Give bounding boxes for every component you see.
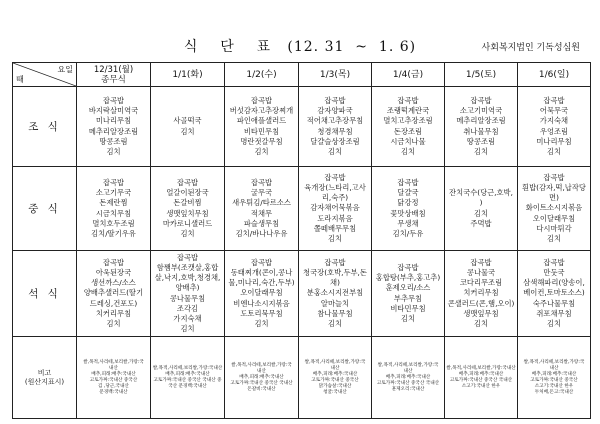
menu-cell — [518, 251, 591, 337]
menu-cell — [225, 167, 299, 251]
origin-note-line: 청굴:국내산 — [323, 389, 347, 395]
menu-item: 잔치국수(당근,호박, — [449, 188, 513, 198]
page-title: 식 단 표 (12. 31 ~ 1. 6) — [183, 39, 417, 55]
origin-note-line: 배추,피래:배추:국내산 — [385, 374, 431, 380]
menu-item: 굴무국 — [250, 188, 273, 198]
menu-cell — [372, 251, 445, 337]
note-label-sub: (원산지표시) — [24, 377, 65, 386]
origin-note-line: 돈갈비:국내산 — [247, 386, 276, 392]
menu-item: 미나리무침 — [95, 116, 132, 126]
menu-item: 베이컨,토마토소스) — [523, 288, 585, 298]
menu-item: 잡곡밥 — [543, 257, 565, 267]
origin-note-line: 내산 — [549, 365, 559, 371]
day-event: 종무식 — [101, 74, 126, 85]
menu-cell — [372, 167, 445, 251]
origin-note-row — [13, 337, 591, 419]
menu-item: 숙주나물무침 — [532, 298, 576, 308]
mealtime-label: 때 — [16, 75, 24, 84]
menu-item: 채) — [330, 278, 340, 288]
origin-note-line: 고토가짜:국내산 중국산 국내산 — [449, 377, 513, 383]
menu-item: 파인애플샐러드 — [236, 116, 287, 126]
menu-item: 화이트소시지볶음 — [525, 203, 583, 213]
menu-item: 달걀국 — [397, 188, 419, 198]
menu-item: 리,숙주) — [321, 193, 349, 203]
breakfast-label: 조 식 — [13, 87, 77, 167]
lunch-row — [13, 167, 591, 251]
menu-item: 소고기무국 — [95, 188, 132, 198]
menu-item: 김치 — [106, 319, 121, 328]
day-header-thu: 1/3(목) — [299, 63, 372, 87]
origin-note-line: 쌀,목적,사리떼,보리쌀,가랑:국 — [231, 362, 292, 368]
origin-note-line: 쌀,목적,사리떼,보리쌀,가랑:국 — [304, 359, 366, 365]
origin-note-line: 쌀,목적,사리떼,보리쌀,가랑:국 — [377, 362, 439, 368]
menu-item: 비타민무침 — [390, 303, 426, 313]
menu-item: 콘샐러드(콘,햄,오이) — [447, 298, 515, 308]
menu-item: 버섯감자고추장찌개 — [229, 106, 294, 116]
menu-cell — [77, 167, 151, 251]
origin-note-cell — [77, 337, 151, 419]
origin-note-line: 고토가짜:국내산 중국산 국내산 — [376, 380, 440, 386]
menu-item: 오이달래무침 — [240, 288, 283, 298]
corner-header-cell — [13, 63, 77, 87]
menu-item: 명란젓갈무침 — [240, 136, 283, 146]
menu-item: 드레싱,건포도) — [89, 298, 138, 308]
menu-item: 시금치무침 — [95, 208, 132, 218]
menu-item: 김치/바나나우유 — [235, 228, 288, 238]
menu-item: 감자채어묵볶음 — [310, 203, 360, 213]
menu-item: 김치 — [473, 208, 489, 218]
origin-note-line: 고토가짜:국내산 중국산 — [89, 377, 138, 383]
menu-item: 김치 — [327, 319, 343, 328]
menu-item: 흰밥(감자,떡,납작당 — [522, 182, 586, 192]
menu-item: 잡곡밥 — [102, 257, 125, 267]
menu-item: 살,낙지,호박,청경채, — [154, 273, 221, 283]
menu-item: 알마늘치 — [320, 298, 350, 308]
origin-note-line: 배추,피래:배추:국내산 — [91, 371, 136, 377]
menu-cell — [225, 87, 299, 167]
menu-item: 미나리무침 — [536, 136, 572, 146]
menu-cell — [445, 87, 518, 167]
origin-note-cell — [518, 337, 591, 419]
menu-cell — [372, 87, 445, 167]
menu-item: 멸치고추장조림 — [383, 116, 433, 126]
menu-item: 김치 — [327, 146, 343, 156]
menu-item: 김치 — [400, 313, 416, 323]
menu-item: 돈제란찜 — [99, 198, 128, 208]
menu-item: 감자양파국 — [317, 106, 353, 116]
menu-item: 잡곡밥 — [470, 257, 492, 267]
menu-item: 주먹밥 — [470, 218, 492, 228]
menu-item: 얼갈이된장국 — [166, 188, 209, 198]
menu-item: 멸치호두조림 — [92, 218, 135, 228]
origin-note-line: 내산 — [257, 368, 266, 374]
menu-item: 잡곡밥 — [176, 177, 199, 187]
menu-item: 잡곡밥 — [470, 95, 492, 105]
menu-item: 김치 — [180, 126, 195, 136]
menu-item: 마카로니샐러드 — [162, 218, 213, 228]
menu-item: 잡곡밥 — [324, 172, 346, 182]
menu-item: 잡곡밥 — [543, 172, 565, 182]
menu-item: 메추리알장조림 — [88, 126, 139, 136]
origin-note-line: 쌀,목적,사리떼,보리쌀,가랑:국 — [83, 359, 144, 365]
day-header-wed: 1/2(수) — [225, 63, 299, 87]
menu-item: 잡곡밥 — [176, 252, 199, 262]
menu-item: 청국장(호박,두부,돈 — [303, 267, 367, 277]
origin-note-line: 국산 문경백:국내산 — [168, 383, 207, 389]
origin-note-line: 고토가짜:국내산 중국산 국내산 — [230, 380, 293, 386]
menu-item: 잡곡밥 — [543, 95, 565, 105]
menu-item: 소고기미역국 — [459, 106, 503, 116]
menu-item: 김치 — [327, 234, 343, 243]
menu-item: 쥐포채무침 — [536, 308, 572, 318]
menu-item: 메추리알장조림 — [456, 116, 506, 126]
menu-item: 취나물무침 — [463, 126, 499, 136]
menu-item: 어묵무국 — [539, 106, 569, 116]
menu-item: 쫄떼배무무침 — [313, 223, 357, 233]
menu-item: 땅콩조림 — [466, 136, 496, 146]
menu-item: 홍합탕(부추,홍고추) — [375, 273, 441, 283]
menu-item: 삼색해파리(양송이, — [523, 278, 585, 288]
menu-item: ) — [479, 198, 483, 208]
menu-item: 생선까스/소스 — [91, 278, 136, 288]
menu-item: 새우튀김/타르소스 — [232, 198, 291, 208]
menu-item: 김치 — [473, 319, 489, 328]
menu-cell — [151, 167, 225, 251]
menu-item: 부추무침 — [393, 293, 423, 303]
origin-note-line: 배추,피래:배추:국내산 — [458, 371, 504, 377]
menu-item: 적채무 — [250, 208, 273, 218]
menu-item: 달걀슬상장조림 — [310, 136, 360, 146]
menu-item: 치커리무침 — [463, 288, 499, 298]
origin-note-line: 소고기:국내산 한우 — [534, 383, 574, 389]
origin-note-line: 고토가짜:국내산 중국산 국내산 중 — [153, 377, 222, 383]
origin-note-line: 두처배,돈고:국내산 — [534, 389, 574, 395]
menu-item: 김치 — [400, 146, 416, 156]
menu-item: 김치/두유 — [392, 228, 424, 238]
menu-item: 김치/딸기우유 — [91, 228, 136, 238]
menu-item: 콩나물무침 — [169, 293, 206, 303]
menu-item: 김치 — [254, 319, 269, 328]
origin-note-cell — [299, 337, 372, 419]
menu-item: 우엉조림 — [539, 126, 569, 136]
day-header-mon — [77, 63, 151, 87]
menu-cell — [299, 251, 372, 337]
day-header-sat: 1/5(토) — [445, 63, 518, 87]
day-header-sun: 1/6(일) — [518, 63, 591, 87]
origin-note-line: 고토가짜:국내산 중국산 — [311, 377, 359, 383]
menu-item: 치커리무침 — [95, 308, 132, 318]
menu-item: 동태찌개(콘이,콩나 — [230, 267, 293, 277]
menu-item: 코다리무조림 — [459, 278, 503, 288]
menu-item: 파슬생무침 — [243, 218, 280, 228]
day-header-tue: 1/1(화) — [151, 63, 225, 87]
menu-cell — [299, 167, 372, 251]
origin-note-cell — [372, 337, 445, 419]
menu-item: 육개장(느타리,고사 — [304, 182, 366, 192]
menu-item: 사골떡국 — [173, 116, 202, 126]
menu-item: 도토리묵무침 — [240, 308, 283, 318]
origin-note-cell — [225, 337, 299, 419]
menu-item: 잡곡밥 — [250, 95, 273, 105]
menu-item: 땅콩조림 — [99, 136, 128, 146]
menu-cell — [77, 251, 151, 337]
menu-item: 잡곡밥 — [102, 95, 125, 105]
menu-item: 청경채무침 — [317, 126, 353, 136]
menu-item: 조각김 — [176, 303, 199, 313]
origin-note-line: 쌀,목적,사리떼,보리쌀,가랑:국 — [523, 359, 585, 365]
menu-item: 조랭떡계란국 — [386, 106, 430, 116]
menu-item: 분홍소시지전부침 — [306, 288, 364, 298]
menu-item: 아욱된장국 — [95, 267, 132, 277]
origin-note-line: 내산 — [109, 365, 118, 371]
origin-note-cell — [445, 337, 518, 419]
menu-item: 잡곡밥 — [397, 262, 419, 272]
origin-note-line: 내산 — [403, 368, 413, 374]
weekday-label: 요일 — [57, 65, 73, 74]
menu-item: 김치 — [180, 228, 195, 238]
dinner-row — [13, 251, 591, 337]
origin-note-line: 배추,피래:배추:국내산 — [165, 371, 210, 377]
menu-item: 만둣국 — [543, 267, 565, 277]
menu-item: 돈갈비찜 — [173, 198, 202, 208]
menu-item: 김치 — [254, 146, 269, 156]
menu-item: 닭강정 — [397, 198, 419, 208]
dinner-label: 석 식 — [13, 251, 77, 337]
origin-note-line: 배추,피래:배추:국내산 — [239, 374, 284, 380]
note-label: 비고 — [37, 368, 52, 377]
menu-item: 양배추샐러드(딸기 — [83, 288, 144, 298]
menu-cell — [151, 87, 225, 167]
organization-name: 사회복지법인 기독성심원 — [481, 43, 580, 53]
menu-item: 다시마튀각 — [536, 223, 572, 233]
menu-item: 김치 — [546, 146, 562, 156]
menu-item: 잡곡밥 — [397, 177, 419, 187]
origin-note-cell — [151, 337, 225, 419]
menu-cell — [445, 167, 518, 251]
menu-item: 잡곡밥 — [102, 177, 125, 187]
menu-item: 비엔나소시지볶음 — [233, 298, 290, 308]
menu-cell — [77, 87, 151, 167]
menu-item: 무생채 — [397, 218, 419, 228]
menu-item: 돈장조림 — [393, 126, 423, 136]
meal-schedule-table — [12, 62, 591, 419]
menu-item: 함쨈부(조캣살,홍합 — [156, 262, 219, 272]
menu-item: 잡곡밥 — [324, 95, 346, 105]
menu-item: 훈제오리/소스 — [385, 283, 431, 293]
menu-item: 김치 — [473, 146, 489, 156]
menu-item: 물,미나리,숙간,두부) — [228, 278, 295, 288]
breakfast-row — [13, 87, 591, 167]
menu-item: 콩나물국 — [466, 267, 496, 277]
origin-note-line: 고토가짜:국내산 중국산 — [530, 377, 578, 383]
menu-cell — [518, 87, 591, 167]
origin-note-line: 닭가슴살:국내산 — [318, 383, 352, 389]
menu-item: 면) — [549, 193, 559, 203]
origin-note-line: 배추,피래:배추:국내산 — [312, 371, 358, 377]
menu-item: 김치 — [546, 234, 562, 243]
menu-item: 오이달래무침 — [532, 213, 576, 223]
menu-item: 김치 — [180, 324, 195, 334]
origin-note-line: 쌀,목적,사리떼,보리쌀,가랑:국내산 — [152, 365, 223, 371]
menu-item: 생맷잎무침 — [463, 308, 499, 318]
menu-item: 생맷잎치무침 — [166, 208, 209, 218]
origin-note-line: 배추,피래:배추:국내산 — [531, 371, 577, 377]
note-label-cell — [13, 337, 77, 419]
menu-item: 잡곡밥 — [250, 257, 273, 267]
menu-item: 적어채고추장무침 — [306, 116, 364, 126]
origin-note-line: 문경백:국내산 — [99, 389, 128, 395]
origin-note-line: 훈제오리:국내산 — [391, 386, 425, 392]
day-header-fri: 1/4(금) — [372, 63, 445, 87]
menu-cell — [299, 87, 372, 167]
origin-note-line: 소고기:국내산 한우 — [461, 383, 501, 389]
menu-item: 잡곡밥 — [397, 95, 419, 105]
menu-item: 바지락살미역국 — [88, 106, 139, 116]
lunch-label: 중 식 — [13, 167, 77, 251]
menu-cell — [518, 167, 591, 251]
menu-item: 김치 — [106, 146, 121, 156]
menu-item: 꽃맛상배침 — [390, 208, 426, 218]
origin-note-line: 김 ,당근,국내산 — [97, 383, 129, 389]
menu-item: 비타민무침 — [243, 126, 280, 136]
menu-cell — [445, 251, 518, 337]
menu-item: 참나물무침 — [317, 308, 353, 318]
origin-note-line: 내산 — [330, 365, 340, 371]
origin-note-line: 쌀,목적,사리떼,보리쌀,가랑:국내산 — [446, 365, 516, 371]
menu-item: 잡곡밥 — [250, 177, 273, 187]
menu-cell — [151, 251, 225, 337]
menu-cell — [225, 251, 299, 337]
day-header-row — [13, 63, 591, 87]
day-date: 12/31(월) — [93, 64, 134, 75]
menu-item: 시금치나물 — [390, 136, 426, 146]
menu-item: 김치 — [546, 319, 562, 328]
menu-item: 가지숙채 — [173, 313, 202, 323]
document-header — [0, 0, 600, 64]
menu-item: 양배추) — [175, 283, 200, 293]
menu-item: 잡곡밥 — [324, 257, 346, 267]
menu-item: 가지숙채 — [539, 116, 569, 126]
menu-item: 도라지볶음 — [317, 213, 353, 223]
